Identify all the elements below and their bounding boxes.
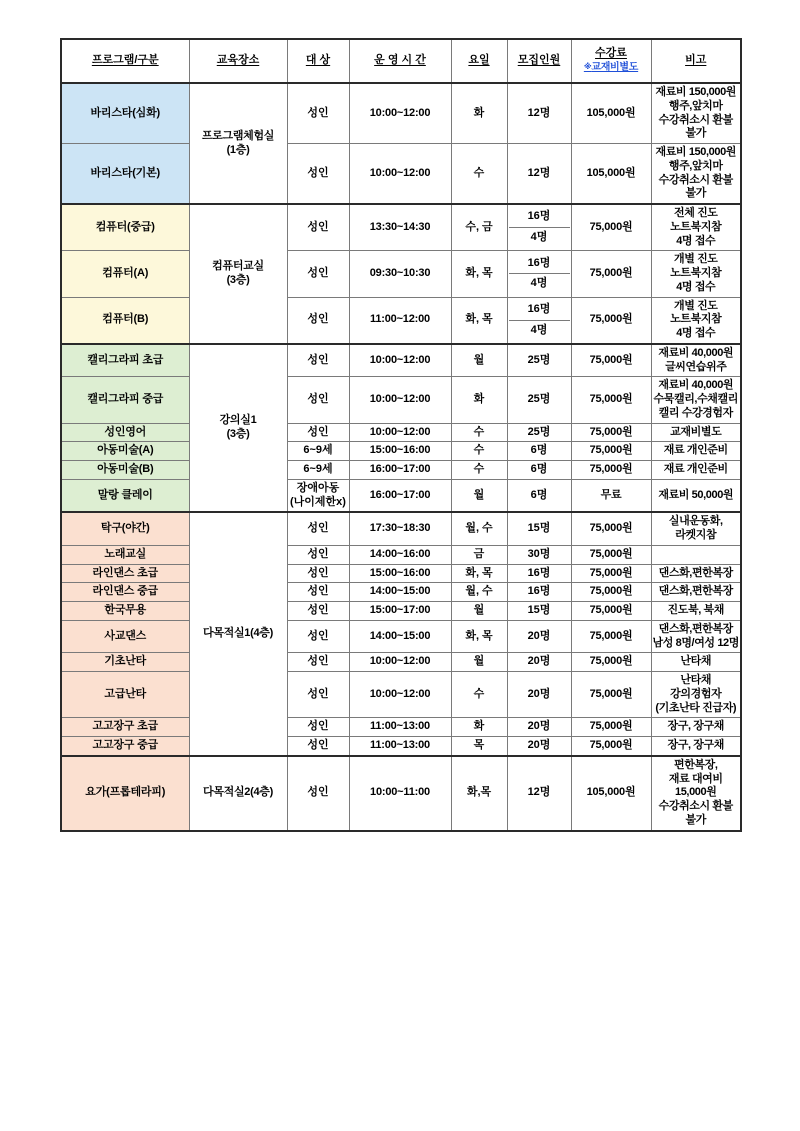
target-cell xyxy=(287,620,349,653)
quota-primary: 16명 xyxy=(509,207,570,228)
remark-line: 편한복장, xyxy=(673,758,718,771)
program-name-cell: 기초난타 xyxy=(61,653,189,672)
remark-cell xyxy=(651,423,741,442)
remark-cell xyxy=(651,83,741,144)
remark-cell xyxy=(651,672,741,718)
place-line: (3층) xyxy=(226,273,250,286)
remark-line: 재료비 40,000원 xyxy=(658,346,734,359)
target-line: 성인 xyxy=(307,629,329,642)
target-line: 성인 xyxy=(307,655,329,668)
remark-line: 난타채 xyxy=(680,674,712,686)
program-name-cell: 바리스타(심화) xyxy=(61,83,189,144)
day-cell: 화, 목 xyxy=(451,564,507,583)
table-row xyxy=(61,344,741,377)
program-name-cell: 라인댄스 초급 xyxy=(61,564,189,583)
column-header-0 xyxy=(61,39,189,83)
fee-cell: 75,000원 xyxy=(571,564,651,583)
table-row xyxy=(61,442,741,461)
target-line: 6~9세 xyxy=(303,463,333,475)
remark-line: 수강취소시 환불 불가 xyxy=(658,173,733,200)
target-line: 성인 xyxy=(307,547,329,560)
quota-primary: 16명 xyxy=(509,254,570,275)
table-row xyxy=(61,144,741,205)
remark-line: 노트북지참 xyxy=(670,220,722,233)
place-cell xyxy=(189,344,287,513)
table-header xyxy=(61,39,741,83)
target-cell xyxy=(287,545,349,564)
day-cell: 화 xyxy=(451,377,507,423)
target-line: 6~9세 xyxy=(303,444,333,457)
target-cell xyxy=(287,602,349,621)
target-line: 성인 xyxy=(307,425,329,438)
target-line: 성인 xyxy=(307,166,329,179)
remark-line: 수강취소시 환불 불가 xyxy=(658,113,733,140)
time-cell: 14:00~16:00 xyxy=(349,545,451,564)
remark-line: 글씨연습위주 xyxy=(665,360,727,373)
table-row xyxy=(61,653,741,672)
target-line: 성인 xyxy=(307,522,329,535)
remark-line: 재료 대여비 xyxy=(668,772,723,785)
program-name-cell: 성인영어 xyxy=(61,423,189,442)
column-header-subtext: 교재비별도 xyxy=(591,62,639,74)
table-row xyxy=(61,377,741,423)
quota-cell: 20명 xyxy=(507,620,571,653)
quota-cell: 20명 xyxy=(507,737,571,756)
time-cell: 10:00~12:00 xyxy=(349,423,451,442)
remark-line: 수강취소시 환불 불가 xyxy=(658,800,733,826)
quota-cell xyxy=(507,251,571,297)
program-name-cell: 컴퓨터(B) xyxy=(61,297,189,344)
day-cell: 월 xyxy=(451,653,507,672)
table-row xyxy=(61,423,741,442)
target-line: 성인 xyxy=(307,353,329,366)
quota-secondary: 4명 xyxy=(530,277,548,290)
quota-cell: 20명 xyxy=(507,653,571,672)
place-line: (3층) xyxy=(226,428,250,440)
program-name-cell: 아동미술(B) xyxy=(61,461,189,480)
table-row xyxy=(61,564,741,583)
target-cell xyxy=(287,442,349,461)
time-cell: 17:30~18:30 xyxy=(349,512,451,545)
remark-cell xyxy=(651,144,741,205)
target-cell xyxy=(287,423,349,442)
day-cell: 수 xyxy=(451,461,507,480)
program-name-cell: 한국무용 xyxy=(61,602,189,621)
program-name-cell: 바리스타(기본) xyxy=(61,144,189,205)
quota-cell: 12명 xyxy=(507,83,571,144)
time-cell: 15:00~17:00 xyxy=(349,602,451,621)
remark-cell xyxy=(651,564,741,583)
target-cell xyxy=(287,204,349,251)
remark-cell xyxy=(651,251,741,297)
target-line: (나이제한x) xyxy=(290,495,346,508)
time-cell: 16:00~17:00 xyxy=(349,461,451,480)
target-cell xyxy=(287,251,349,297)
table-row xyxy=(61,620,741,653)
place-line: 프로그램체험실 xyxy=(201,129,275,142)
target-cell xyxy=(287,297,349,344)
remark-line: 행주,앞치마 xyxy=(668,99,723,112)
time-cell: 10:00~12:00 xyxy=(349,377,451,423)
day-cell: 월 xyxy=(451,479,507,512)
target-line: 성인 xyxy=(307,739,329,751)
table-row xyxy=(61,297,741,344)
program-name-cell: 컴퓨터(A) xyxy=(61,251,189,297)
remark-line: 실내운동화, xyxy=(668,515,723,528)
remark-cell xyxy=(651,602,741,621)
remark-cell xyxy=(651,461,741,480)
fee-cell: 105,000원 xyxy=(571,144,651,205)
day-cell: 화 xyxy=(451,718,507,737)
place-cell xyxy=(189,512,287,756)
quota-cell: 30명 xyxy=(507,545,571,564)
column-header-1 xyxy=(189,39,287,83)
remark-line: 15,000원 xyxy=(675,786,717,799)
fee-cell: 75,000원 xyxy=(571,442,651,461)
column-header-label: 비고 xyxy=(685,54,707,67)
quota-cell: 25명 xyxy=(507,344,571,377)
quota-cell: 20명 xyxy=(507,672,571,718)
place-line: 다목적실2(4층) xyxy=(203,786,273,799)
fee-cell: 75,000원 xyxy=(571,297,651,344)
time-cell: 10:00~12:00 xyxy=(349,144,451,205)
target-cell xyxy=(287,718,349,737)
column-header-7 xyxy=(651,39,741,83)
table-body xyxy=(61,83,741,831)
day-cell: 화, 목 xyxy=(451,297,507,344)
quota-cell: 6명 xyxy=(507,442,571,461)
quota-cell: 6명 xyxy=(507,479,571,512)
column-header-4 xyxy=(451,39,507,83)
remark-cell xyxy=(651,377,741,423)
fee-cell: 75,000원 xyxy=(571,545,651,564)
target-line: 성인 xyxy=(307,786,329,799)
time-cell: 15:00~16:00 xyxy=(349,442,451,461)
table-row xyxy=(61,204,741,251)
day-cell: 화 xyxy=(451,83,507,144)
quota-cell: 15명 xyxy=(507,512,571,545)
day-cell: 수 xyxy=(451,672,507,718)
program-name-cell: 컴퓨터(중급) xyxy=(61,204,189,251)
target-line: 성인 xyxy=(307,393,329,405)
quota-secondary: 4명 xyxy=(530,231,548,244)
target-line: 성인 xyxy=(307,313,329,326)
time-cell: 10:00~12:00 xyxy=(349,344,451,377)
fee-cell: 75,000원 xyxy=(571,672,651,718)
table-row xyxy=(61,479,741,512)
program-name-cell: 사교댄스 xyxy=(61,620,189,653)
column-header-label: 운 영 시 간 xyxy=(374,54,426,67)
fee-cell: 75,000원 xyxy=(571,653,651,672)
fee-cell: 75,000원 xyxy=(571,512,651,545)
target-cell xyxy=(287,83,349,144)
day-cell: 화, 목 xyxy=(451,620,507,653)
program-name-cell: 라인댄스 중급 xyxy=(61,583,189,602)
remark-cell xyxy=(651,442,741,461)
table-row xyxy=(61,545,741,564)
fee-cell: 무료 xyxy=(571,479,651,512)
program-name-cell: 요가(프롭테라피) xyxy=(61,756,189,831)
program-name-cell: 캘리그라피 중급 xyxy=(61,377,189,423)
fee-cell: 75,000원 xyxy=(571,251,651,297)
fee-cell: 75,000원 xyxy=(571,602,651,621)
place-line: 컴퓨터교실 xyxy=(212,260,264,273)
place-line: 다목적실1(4층) xyxy=(203,627,273,640)
time-cell: 14:00~15:00 xyxy=(349,620,451,653)
target-line: 성인 xyxy=(307,585,329,598)
fee-cell: 75,000원 xyxy=(571,461,651,480)
fee-cell: 75,000원 xyxy=(571,737,651,756)
remark-cell xyxy=(651,344,741,377)
remark-line: 재료 개인준비 xyxy=(663,463,728,475)
remark-line: 강의경험자 xyxy=(670,687,722,700)
quota-secondary: 4명 xyxy=(530,323,548,336)
quota-cell xyxy=(507,297,571,344)
target-line: 성인 xyxy=(307,687,329,700)
column-header-6 xyxy=(571,39,651,83)
remark-line: 남성 8명/여성 12명 xyxy=(652,636,739,649)
remark-line: 노트북지참 xyxy=(670,313,722,326)
column-header-2 xyxy=(287,39,349,83)
remark-cell xyxy=(651,653,741,672)
program-name-cell: 고고장구 초급 xyxy=(61,718,189,737)
remark-line: 수묵캘리,수채캘리 xyxy=(653,393,738,405)
table-row xyxy=(61,83,741,144)
remark-line: 전체 진도 xyxy=(673,207,718,219)
time-cell: 16:00~17:00 xyxy=(349,479,451,512)
remark-line: 재료 개인준비 xyxy=(663,444,728,457)
target-cell xyxy=(287,756,349,831)
fee-cell: 75,000원 xyxy=(571,344,651,377)
remark-cell xyxy=(651,756,741,831)
time-cell: 09:30~10:30 xyxy=(349,251,451,297)
fee-cell: 75,000원 xyxy=(571,377,651,423)
place-cell xyxy=(189,756,287,831)
remark-cell xyxy=(651,479,741,512)
time-cell: 15:00~16:00 xyxy=(349,564,451,583)
program-schedule-table xyxy=(60,38,742,832)
fee-cell: 75,000원 xyxy=(571,583,651,602)
target-line: 성인 xyxy=(307,267,329,279)
column-header-label: 대 상 xyxy=(305,54,331,67)
target-cell xyxy=(287,377,349,423)
asterisk-icon: ※ xyxy=(583,62,592,72)
target-cell xyxy=(287,461,349,480)
program-name-cell: 고급난타 xyxy=(61,672,189,718)
remark-line: 행주,앞치마 xyxy=(668,159,723,172)
quota-cell: 15명 xyxy=(507,602,571,621)
remark-line: 재료비 150,000원 xyxy=(655,86,737,98)
day-cell: 수, 금 xyxy=(451,204,507,251)
remark-line: 재료비 40,000원 xyxy=(658,379,734,392)
remark-line: 개별 진도 xyxy=(673,253,718,266)
target-cell xyxy=(287,672,349,718)
program-name-cell: 캘리그라피 초급 xyxy=(61,344,189,377)
time-cell: 14:00~15:00 xyxy=(349,583,451,602)
remark-cell xyxy=(651,718,741,737)
quota-cell: 25명 xyxy=(507,423,571,442)
remark-line: 장구, 장구채 xyxy=(667,739,724,751)
table-row xyxy=(61,583,741,602)
program-name-cell: 말랑 클레이 xyxy=(61,479,189,512)
target-cell xyxy=(287,737,349,756)
column-header-label: 교육장소 xyxy=(216,54,260,67)
remark-line: 라켓지참 xyxy=(675,529,717,541)
quota-cell: 16명 xyxy=(507,583,571,602)
remark-line: 댄스화,편한복장 xyxy=(658,585,733,598)
target-line: 성인 xyxy=(307,220,329,233)
program-name-cell: 노래교실 xyxy=(61,545,189,564)
fee-cell: 75,000원 xyxy=(571,423,651,442)
remark-cell xyxy=(651,583,741,602)
day-cell: 월 xyxy=(451,602,507,621)
day-cell: 수 xyxy=(451,144,507,205)
target-line: 성인 xyxy=(307,720,329,733)
place-line: (1층) xyxy=(226,143,250,156)
target-cell xyxy=(287,583,349,602)
time-cell: 10:00~12:00 xyxy=(349,83,451,144)
day-cell: 수 xyxy=(451,423,507,442)
column-header-3 xyxy=(349,39,451,83)
place-cell xyxy=(189,83,287,204)
column-header-sublabel xyxy=(573,62,650,75)
day-cell: 금 xyxy=(451,545,507,564)
fee-cell: 105,000원 xyxy=(571,756,651,831)
quota-cell: 20명 xyxy=(507,718,571,737)
table-row xyxy=(61,512,741,545)
quota-cell: 25명 xyxy=(507,377,571,423)
quota-cell: 16명 xyxy=(507,564,571,583)
day-cell: 화,목 xyxy=(451,756,507,831)
day-cell: 화, 목 xyxy=(451,251,507,297)
target-line: 성인 xyxy=(307,106,329,119)
time-cell: 11:00~13:00 xyxy=(349,718,451,737)
fee-cell: 75,000원 xyxy=(571,204,651,251)
day-cell: 월 xyxy=(451,344,507,377)
target-line: 성인 xyxy=(307,604,329,616)
remark-line: 재료비 150,000원 xyxy=(655,146,737,158)
remark-cell xyxy=(651,737,741,756)
table-row xyxy=(61,756,741,831)
program-name-cell: 탁구(야간) xyxy=(61,512,189,545)
time-cell: 11:00~13:00 xyxy=(349,737,451,756)
remark-line: 4명 접수 xyxy=(676,327,716,339)
target-line: 성인 xyxy=(307,566,329,579)
column-header-label: 요일 xyxy=(468,54,490,67)
remark-line: 진도북, 북채 xyxy=(667,604,724,616)
quota-cell: 6명 xyxy=(507,461,571,480)
remark-line: 4명 접수 xyxy=(676,234,716,247)
remark-line: 댄스화,편한복장 xyxy=(658,622,733,635)
column-header-label: 수강료 xyxy=(595,47,627,60)
time-cell: 10:00~12:00 xyxy=(349,653,451,672)
table-row xyxy=(61,602,741,621)
target-cell xyxy=(287,512,349,545)
table-row xyxy=(61,672,741,718)
day-cell: 수 xyxy=(451,442,507,461)
remark-cell xyxy=(651,545,741,564)
fee-cell: 105,000원 xyxy=(571,83,651,144)
table-row xyxy=(61,251,741,297)
day-cell: 목 xyxy=(451,737,507,756)
target-cell xyxy=(287,479,349,512)
column-header-label: 프로그램/구분 xyxy=(91,54,159,67)
table-row xyxy=(61,461,741,480)
day-cell: 월, 수 xyxy=(451,512,507,545)
remark-line: 교재비별도 xyxy=(670,425,722,438)
target-line: 장애아동 xyxy=(296,481,340,494)
header-row xyxy=(61,39,741,83)
quota-primary: 16명 xyxy=(509,300,570,321)
target-cell xyxy=(287,564,349,583)
remark-line: 개별 진도 xyxy=(673,299,718,312)
program-name-cell: 아동미술(A) xyxy=(61,442,189,461)
remark-line: 재료비 50,000원 xyxy=(658,488,734,501)
remark-line: (기초난타 진급자) xyxy=(655,701,737,714)
remark-line: 4명 접수 xyxy=(676,280,716,293)
fee-cell: 75,000원 xyxy=(571,620,651,653)
remark-cell xyxy=(651,620,741,653)
remark-cell xyxy=(651,512,741,545)
remark-line: 장구, 장구채 xyxy=(667,720,724,733)
table-row xyxy=(61,718,741,737)
target-cell xyxy=(287,144,349,205)
place-cell xyxy=(189,204,287,344)
table-row xyxy=(61,737,741,756)
fee-cell: 75,000원 xyxy=(571,718,651,737)
remark-line: 난타채 xyxy=(680,655,712,668)
time-cell: 13:30~14:30 xyxy=(349,204,451,251)
time-cell: 11:00~12:00 xyxy=(349,297,451,344)
remark-cell xyxy=(651,204,741,251)
column-header-5 xyxy=(507,39,571,83)
remark-cell xyxy=(651,297,741,344)
place-line: 강의실1 xyxy=(219,414,257,427)
target-cell xyxy=(287,653,349,672)
time-cell: 10:00~11:00 xyxy=(349,756,451,831)
program-name-cell: 고고장구 중급 xyxy=(61,737,189,756)
quota-cell xyxy=(507,204,571,251)
remark-line: 노트북지참 xyxy=(670,267,722,279)
column-header-label: 모집인원 xyxy=(517,54,561,67)
remark-line: 캘리 수강경험자 xyxy=(658,406,733,419)
quota-cell: 12명 xyxy=(507,144,571,205)
quota-cell: 12명 xyxy=(507,756,571,831)
day-cell: 월, 수 xyxy=(451,583,507,602)
time-cell: 10:00~12:00 xyxy=(349,672,451,718)
remark-line: 댄스화,편한복장 xyxy=(658,566,733,579)
target-cell xyxy=(287,344,349,377)
